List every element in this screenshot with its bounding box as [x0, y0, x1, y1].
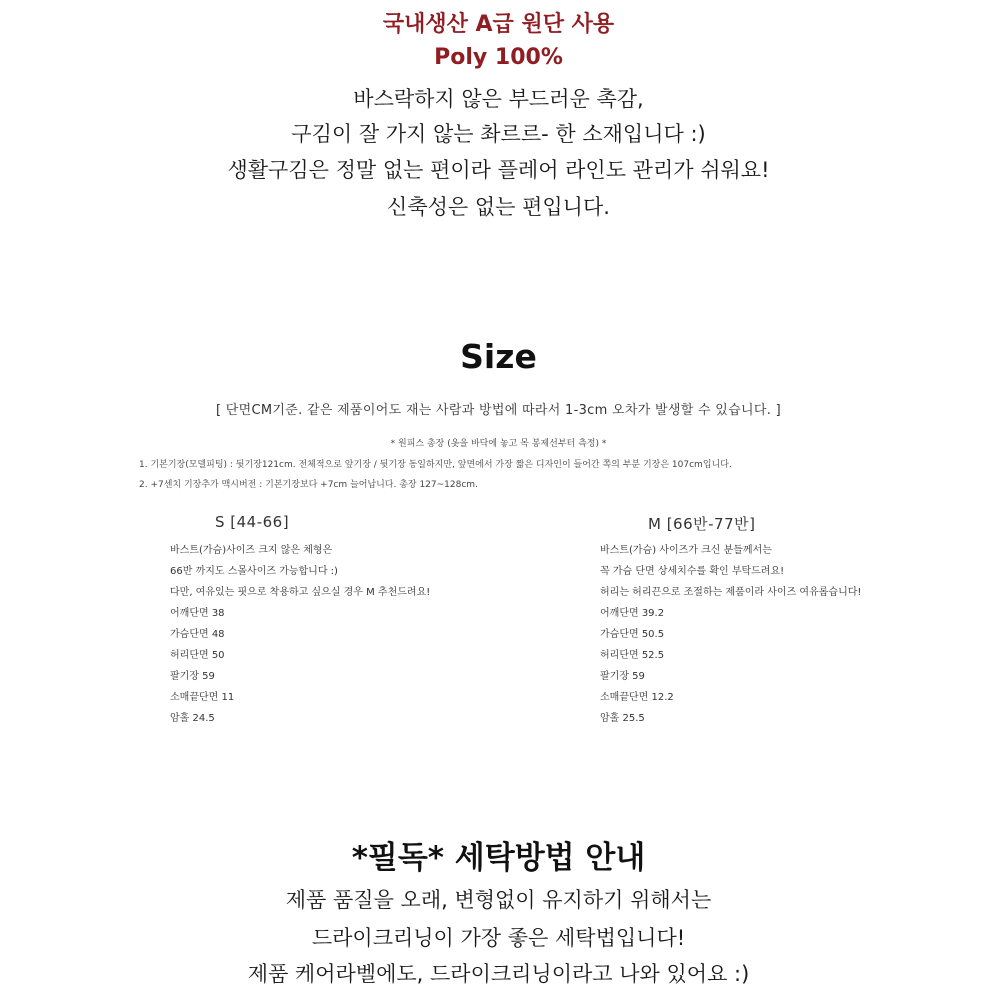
- wash-line: 드라이크리닝이 가장 좋은 세탁법입니다!: [311, 926, 686, 950]
- size-s-line: 어깨단면 38: [170, 608, 225, 619]
- length-note-2: 2. +7센치 기장추가 맥시버전 : 기본기장보다 +7cm 늘어납니다. 총장 127~128cm.: [139, 480, 478, 490]
- wash-guide-title: *필독* 세탁방법 안내: [351, 840, 646, 876]
- size-s-line: 66반 까지도 스몰사이즈 가능합니다 :): [170, 566, 338, 577]
- size-title: Size: [460, 337, 537, 376]
- size-m-line: 어깨단면 39.2: [600, 608, 665, 619]
- wash-line: 제품 품질을 오래, 변형없이 유지하기 위해서는: [285, 888, 712, 912]
- intro-line: 신축성은 없는 편입니다.: [387, 195, 610, 219]
- size-m-line: 소매끝단면 12.2: [600, 692, 674, 703]
- size-m-line: 바스트(가슴) 사이즈가 크신 분들께서는: [600, 545, 772, 556]
- size-s-line: 가슴단면 48: [170, 629, 225, 640]
- dress-length-note: * 원피스 총장 (옷을 바닥에 놓고 목 봉제선부터 측정) *: [390, 439, 607, 449]
- fabric-composition-heading: Poly 100%: [434, 45, 563, 70]
- length-note-1: 1. 기본기장(모델피팅) : 뒷기장121cm. 전체적으로 앞기장 / 뒷기장 동일하지만, 앞면에서 가장 짧은 디자인이 들어간 쪽의 부분 기장은 107cm입니다.: [139, 460, 732, 470]
- size-m-line: 꼭 가슴 단면 상세치수를 확인 부탁드려요!: [600, 566, 785, 577]
- size-s-line: 암홀 24.5: [170, 713, 215, 724]
- size-m-line: 팔기장 59: [600, 671, 645, 682]
- wash-line: 제품 케어라벨에도, 드라이크리닝이라고 나와 있어요 :): [247, 962, 750, 986]
- size-m-title: M [66반-77반]: [648, 515, 756, 533]
- size-s-title: S [44-66]: [215, 513, 290, 531]
- size-s-line: 허리단면 50: [170, 650, 225, 661]
- size-m-line: 허리단면 52.5: [600, 650, 665, 661]
- size-s-details: [170, 540, 430, 729]
- size-m-line: 허리는 허리끈으로 조절하는 제품이라 사이즈 여유롭습니다!: [600, 587, 862, 598]
- intro-line: 바스락하지 않은 부드러운 촉감,: [353, 87, 644, 111]
- size-m-line: 가슴단면 50.5: [600, 629, 665, 640]
- measurement-note: [ 단면CM기준. 같은 제품이어도 재는 사람과 방법에 따라서 1-3cm 오차가 발생할 수 있습니다. ]: [216, 403, 781, 418]
- size-s-line: 바스트(가슴)사이즈 크지 않은 체형은: [170, 545, 333, 556]
- intro-line: 생활구김은 정말 없는 편이라 플레어 라인도 관리가 쉬워요!: [227, 158, 770, 182]
- size-m-details: [600, 540, 861, 729]
- size-s-line: 다만, 여유있는 핏으로 착용하고 싶으실 경우 M 추천드려요!: [170, 587, 431, 598]
- intro-line: 구김이 잘 가지 않는 촤르르- 한 소재입니다 :): [291, 122, 706, 146]
- fabric-origin-heading: 국내생산 A급 원단 사용: [382, 12, 615, 37]
- size-s-line: 소매끝단면 11: [170, 692, 235, 703]
- size-m-line: 암홀 25.5: [600, 713, 645, 724]
- size-s-line: 팔기장 59: [170, 671, 215, 682]
